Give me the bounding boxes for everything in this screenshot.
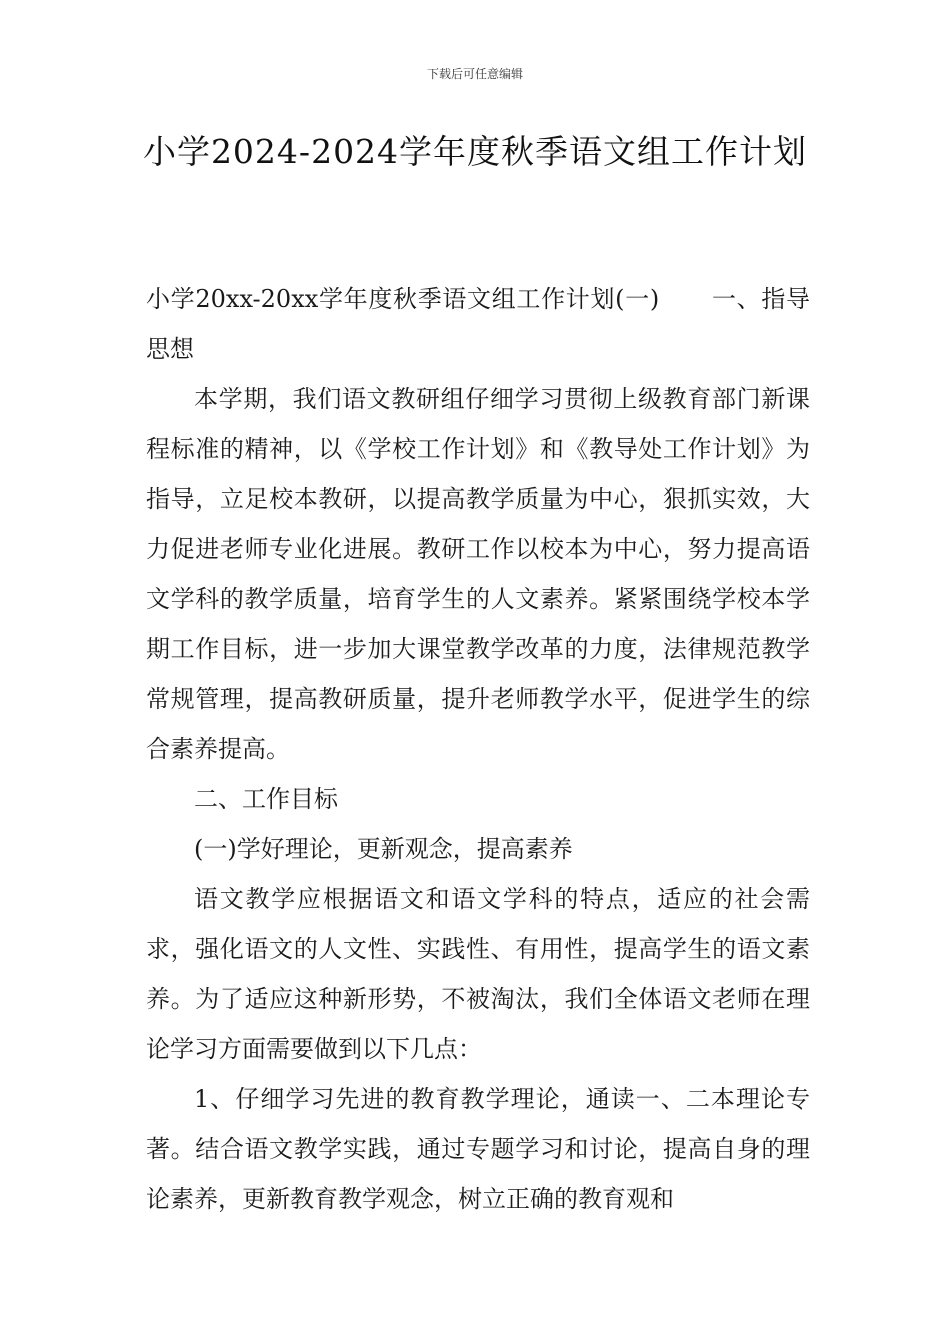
- intro-line: [146, 274, 810, 374]
- subsection-heading-theory: (一)学好理论，更新观念，提高素养: [194, 835, 573, 863]
- intro-prefix: 小学20xx-20xx学年度秋季语文组工作计划(一): [146, 285, 660, 313]
- document-body: [146, 274, 810, 1224]
- section-heading-guiding-ideology: 一、指导思想: [146, 285, 811, 363]
- paragraph: 1、仔细学习先进的教育教学理论，通读一、二本理论专著。结合语文教学实践，通过专题学习和讨论，提高自身的理论素养，更新教育教学观念，树立正确的教育观和: [146, 1085, 810, 1213]
- paragraph: 本学期，我们语文教研组仔细学习贯彻上级教育部门新课程标准的精神，以《学校工作计划》和《教导处工作计划》为指导，立足校本教研，以提高教学质量为中心，狠抓实效，大力促进老师专业化进展。教研工作以校本为中心，努力提高语文学科的教学质量，培育学生的人文素养。紧紧围绕学校本学期工作目标，进一步加大课堂教学改革的力度，法律规范教学常规管理，提高教研质量，提升老师教学水平，促进学生的综合素养提高。: [146, 385, 810, 763]
- paragraph: 语文教学应根据语文和语文学科的特点，适应的社会需求，强化语文的人文性、实践性、有用性，提高学生的语文素养。为了适应这种新形势，不被淘汰，我们全体语文老师在理论学习方面需要做到以下几点：: [146, 885, 810, 1063]
- document-title: 小学2024-2024学年度秋季语文组工作计划: [142, 132, 808, 171]
- section-heading-work-goals: 二、工作目标: [194, 785, 338, 813]
- page-header-note: 下载后可任意编辑: [426, 67, 523, 81]
